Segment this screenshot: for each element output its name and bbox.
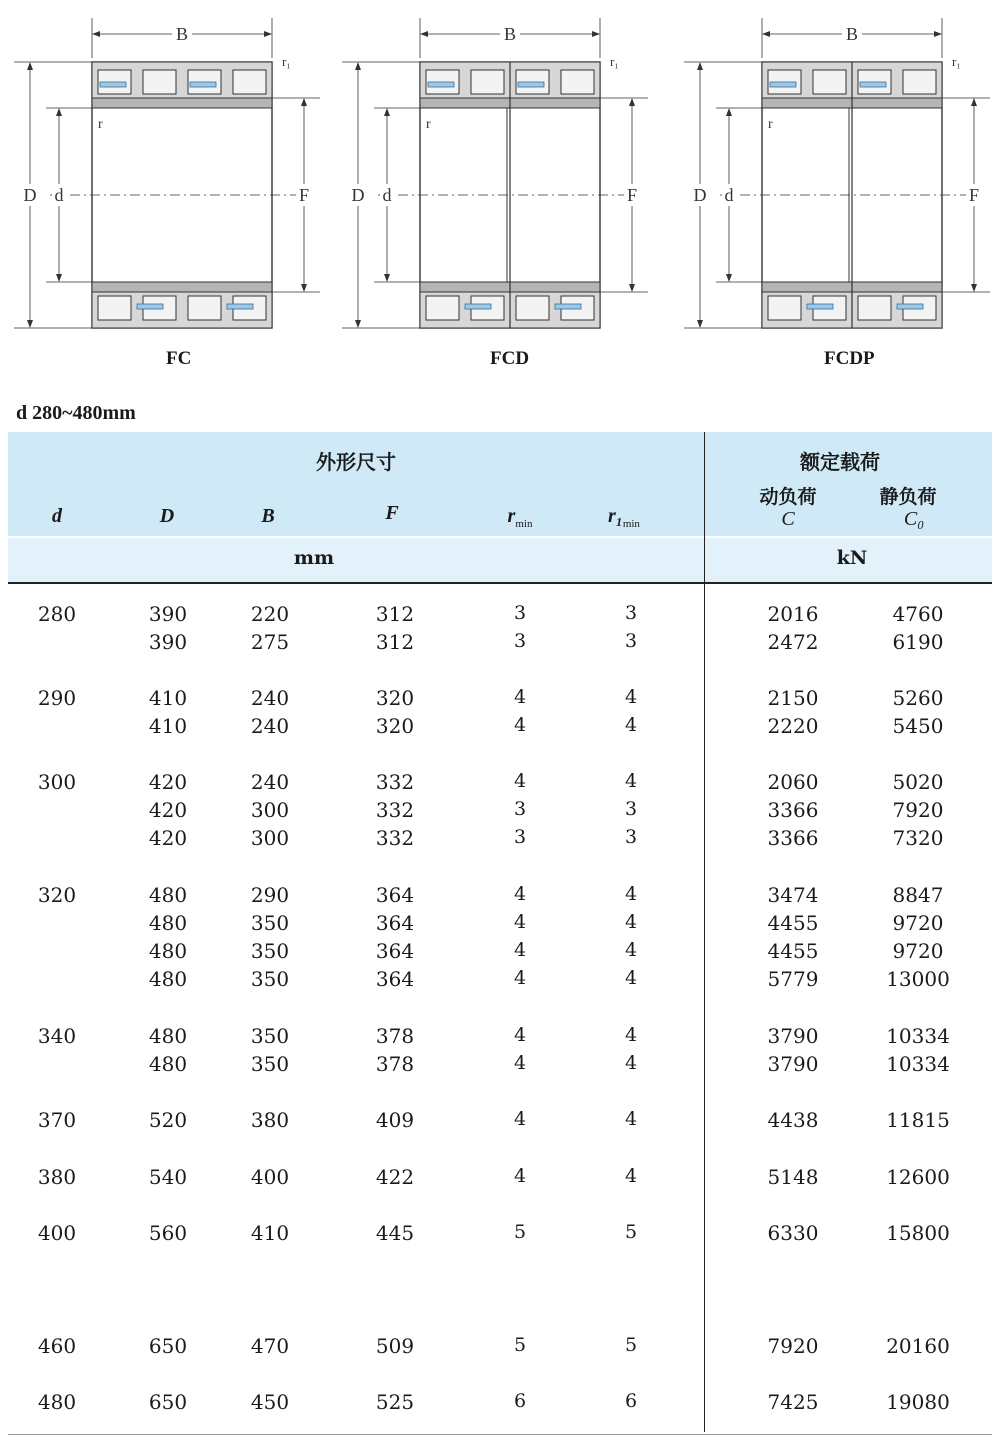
- cell-C: 3790: [767, 1024, 819, 1048]
- cell-D: 480: [148, 1024, 188, 1048]
- diagram-label-fcd: FCD: [490, 348, 530, 369]
- cell-C: 4455: [767, 911, 819, 935]
- cell-D: 420: [148, 770, 188, 794]
- cell-C: 3790: [767, 1052, 819, 1076]
- cell-F: 422: [375, 1165, 415, 1189]
- cell-B: 470: [250, 1334, 290, 1358]
- cell-C: 5148: [767, 1165, 819, 1189]
- cell-r: 4: [513, 883, 527, 905]
- cell-D: 420: [148, 798, 188, 822]
- cell-r1: 4: [624, 967, 638, 989]
- cell-F: 409: [375, 1108, 415, 1132]
- cell-F: 445: [375, 1221, 415, 1245]
- cell-B: 300: [250, 826, 290, 850]
- cell-r: 4: [513, 967, 527, 989]
- cell-r: 4: [513, 1108, 527, 1130]
- cell-r: 3: [513, 826, 527, 848]
- cell-B: 220: [250, 602, 290, 626]
- cell-B: 450: [250, 1390, 290, 1414]
- cell-C0: 6190: [892, 630, 944, 654]
- svg-text:d: d: [382, 185, 392, 205]
- cell-B: 410: [250, 1221, 290, 1245]
- table-column-divider: [704, 432, 705, 1432]
- cell-C0: 19080: [886, 1390, 950, 1414]
- cell-F: 312: [375, 602, 415, 626]
- cell-C0: 13000: [886, 967, 950, 991]
- diagram-fcd: [338, 10, 648, 340]
- cell-d: 400: [37, 1221, 77, 1245]
- group-rated-load: 额定载荷: [800, 450, 880, 474]
- diagram-fc: [10, 10, 320, 340]
- cell-d: 320: [37, 883, 77, 907]
- col-header-rmin: [508, 505, 533, 530]
- cell-C0: 20160: [886, 1334, 950, 1358]
- cell-F: 378: [375, 1052, 415, 1076]
- cell-r1: 4: [624, 939, 638, 961]
- cell-r1: 6: [624, 1390, 638, 1412]
- cell-d: 370: [37, 1108, 77, 1132]
- cell-F: 378: [375, 1024, 415, 1048]
- cell-r1: 5: [624, 1334, 638, 1356]
- cell-D: 390: [148, 630, 188, 654]
- cell-B: 290: [250, 883, 290, 907]
- svg-text:D: D: [23, 185, 37, 205]
- col-header-dynamic-symbol: C: [781, 508, 795, 530]
- cell-D: 650: [148, 1390, 188, 1414]
- cell-C0: 9720: [892, 939, 944, 963]
- cell-F: 332: [375, 770, 415, 794]
- cell-F: 364: [375, 939, 415, 963]
- cell-C0: 11815: [886, 1108, 950, 1132]
- cell-C: 3366: [767, 826, 819, 850]
- cell-C: 5779: [767, 967, 819, 991]
- svg-text:D: D: [693, 185, 707, 205]
- diagram-label-fc: FC: [166, 348, 192, 369]
- cell-C: 2220: [767, 714, 819, 738]
- cell-B: 400: [250, 1165, 290, 1189]
- cell-D: 410: [148, 686, 188, 710]
- cell-r1: 4: [624, 1024, 638, 1046]
- svg-text:B: B: [503, 24, 517, 44]
- svg-text:r: r: [768, 117, 773, 132]
- svg-text:d: d: [724, 185, 734, 205]
- col-header-static-symbol: C₀: [903, 508, 925, 530]
- svg-text:r: r: [426, 117, 431, 132]
- col-header-F: F: [385, 502, 399, 524]
- cell-r: 5: [513, 1221, 527, 1243]
- cell-r: 4: [513, 714, 527, 736]
- cell-C: 4438: [767, 1108, 819, 1132]
- cell-r1: 4: [624, 1108, 638, 1130]
- col-header-static-load: 静负荷: [879, 486, 937, 508]
- cell-C0: 10334: [886, 1024, 950, 1048]
- cell-D: 560: [148, 1221, 188, 1245]
- unit-dimensions: mm: [293, 547, 335, 569]
- cell-d: 340: [37, 1024, 77, 1048]
- header-bottom-rule: [8, 582, 992, 584]
- cell-r1: 3: [624, 602, 638, 624]
- cell-C0: 7920: [892, 798, 944, 822]
- cell-C0: 4760: [892, 602, 944, 626]
- cell-r1: 3: [624, 826, 638, 848]
- cell-F: 320: [375, 714, 415, 738]
- cell-F: 320: [375, 686, 415, 710]
- cell-D: 480: [148, 883, 188, 907]
- group-dimensions: 外形尺寸: [316, 450, 396, 474]
- cell-C: 7920: [767, 1334, 819, 1358]
- cell-r: 4: [513, 686, 527, 708]
- cell-r: 6: [513, 1390, 527, 1412]
- svg-text:F: F: [298, 185, 310, 205]
- cell-C: 3474: [767, 883, 819, 907]
- cell-r1: 4: [624, 770, 638, 792]
- cell-d: 460: [37, 1334, 77, 1358]
- svg-text:F: F: [968, 185, 980, 205]
- svg-text:D: D: [351, 185, 365, 205]
- cell-C: 2472: [767, 630, 819, 654]
- cell-F: 525: [375, 1390, 415, 1414]
- svg-text:r₁: r₁: [610, 54, 619, 69]
- cell-r: 3: [513, 798, 527, 820]
- cell-D: 480: [148, 967, 188, 991]
- cell-F: 312: [375, 630, 415, 654]
- cell-D: 540: [148, 1165, 188, 1189]
- cell-r: 3: [513, 630, 527, 652]
- col-header-d: d: [52, 505, 62, 527]
- col-header-r1-sub: min: [622, 518, 640, 530]
- cell-r: 4: [513, 939, 527, 961]
- cell-d: 480: [37, 1390, 77, 1414]
- cell-C0: 15800: [886, 1221, 950, 1245]
- cell-r1: 4: [624, 1052, 638, 1074]
- cell-F: 332: [375, 826, 415, 850]
- cell-C: 7425: [767, 1390, 819, 1414]
- col-header-r1-symbol: r₁: [608, 505, 623, 527]
- cell-D: 520: [148, 1108, 188, 1132]
- cell-B: 350: [250, 911, 290, 935]
- cell-B: 300: [250, 798, 290, 822]
- cell-C: 3366: [767, 798, 819, 822]
- cell-B: 240: [250, 770, 290, 794]
- cell-B: 240: [250, 686, 290, 710]
- svg-text:r₁: r₁: [952, 54, 961, 69]
- cell-d: 280: [37, 602, 77, 626]
- svg-text:r: r: [98, 117, 103, 132]
- cell-C0: 7320: [892, 826, 944, 850]
- unit-load: kN: [836, 547, 868, 569]
- cell-r1: 4: [624, 883, 638, 905]
- cell-D: 480: [148, 939, 188, 963]
- cell-C: 4455: [767, 939, 819, 963]
- cell-d: 300: [37, 770, 77, 794]
- cell-r1: 4: [624, 714, 638, 736]
- cell-r: 3: [513, 602, 527, 624]
- svg-text:F: F: [626, 185, 638, 205]
- cell-D: 650: [148, 1334, 188, 1358]
- cell-r1: 3: [624, 630, 638, 652]
- cell-C0: 9720: [892, 911, 944, 935]
- col-header-B: B: [261, 505, 275, 527]
- svg-text:d: d: [54, 185, 64, 205]
- cell-F: 332: [375, 798, 415, 822]
- cell-r1: 5: [624, 1221, 638, 1243]
- cell-F: 509: [375, 1334, 415, 1358]
- table-bottom-rule: [8, 1434, 992, 1435]
- cell-r1: 4: [624, 686, 638, 708]
- cell-d: 380: [37, 1165, 77, 1189]
- svg-text:B: B: [845, 24, 859, 44]
- diagram-label-fcdp: FCDP: [824, 348, 875, 369]
- cell-C0: 5260: [892, 686, 944, 710]
- cell-r1: 3: [624, 798, 638, 820]
- cell-F: 364: [375, 911, 415, 935]
- col-header-r-sub: min: [515, 518, 533, 530]
- cell-r: 5: [513, 1334, 527, 1356]
- cell-D: 390: [148, 602, 188, 626]
- cell-r: 4: [513, 1024, 527, 1046]
- cell-C: 2016: [767, 602, 819, 626]
- diagram-fcdp: [680, 10, 990, 340]
- svg-text:B: B: [175, 24, 189, 44]
- cell-C0: 5020: [892, 770, 944, 794]
- cell-B: 380: [250, 1108, 290, 1132]
- cell-C: 6330: [767, 1221, 819, 1245]
- cell-r: 4: [513, 770, 527, 792]
- cell-D: 410: [148, 714, 188, 738]
- col-header-r1min: [608, 505, 640, 530]
- cell-D: 480: [148, 911, 188, 935]
- cell-B: 350: [250, 1052, 290, 1076]
- cell-C0: 12600: [886, 1165, 950, 1189]
- cell-r: 4: [513, 1165, 527, 1187]
- cell-D: 480: [148, 1052, 188, 1076]
- cell-B: 350: [250, 939, 290, 963]
- cell-C0: 5450: [892, 714, 944, 738]
- cell-F: 364: [375, 967, 415, 991]
- cell-r1: 4: [624, 911, 638, 933]
- size-range-label: d 280~480mm: [16, 402, 136, 424]
- cell-r: 4: [513, 1052, 527, 1074]
- cell-C0: 8847: [892, 883, 944, 907]
- cell-C0: 10334: [886, 1052, 950, 1076]
- col-header-r-symbol: r: [507, 505, 516, 527]
- cell-C: 2150: [767, 686, 819, 710]
- cell-F: 364: [375, 883, 415, 907]
- cell-D: 420: [148, 826, 188, 850]
- cell-C: 2060: [767, 770, 819, 794]
- cell-B: 275: [250, 630, 290, 654]
- col-header-dynamic-load: 动负荷: [759, 486, 817, 508]
- svg-text:r₁: r₁: [282, 54, 291, 69]
- cell-d: 290: [37, 686, 77, 710]
- cell-B: 240: [250, 714, 290, 738]
- cell-B: 350: [250, 967, 290, 991]
- cell-B: 350: [250, 1024, 290, 1048]
- col-header-D: D: [159, 505, 175, 527]
- cell-r1: 4: [624, 1165, 638, 1187]
- cell-r: 4: [513, 911, 527, 933]
